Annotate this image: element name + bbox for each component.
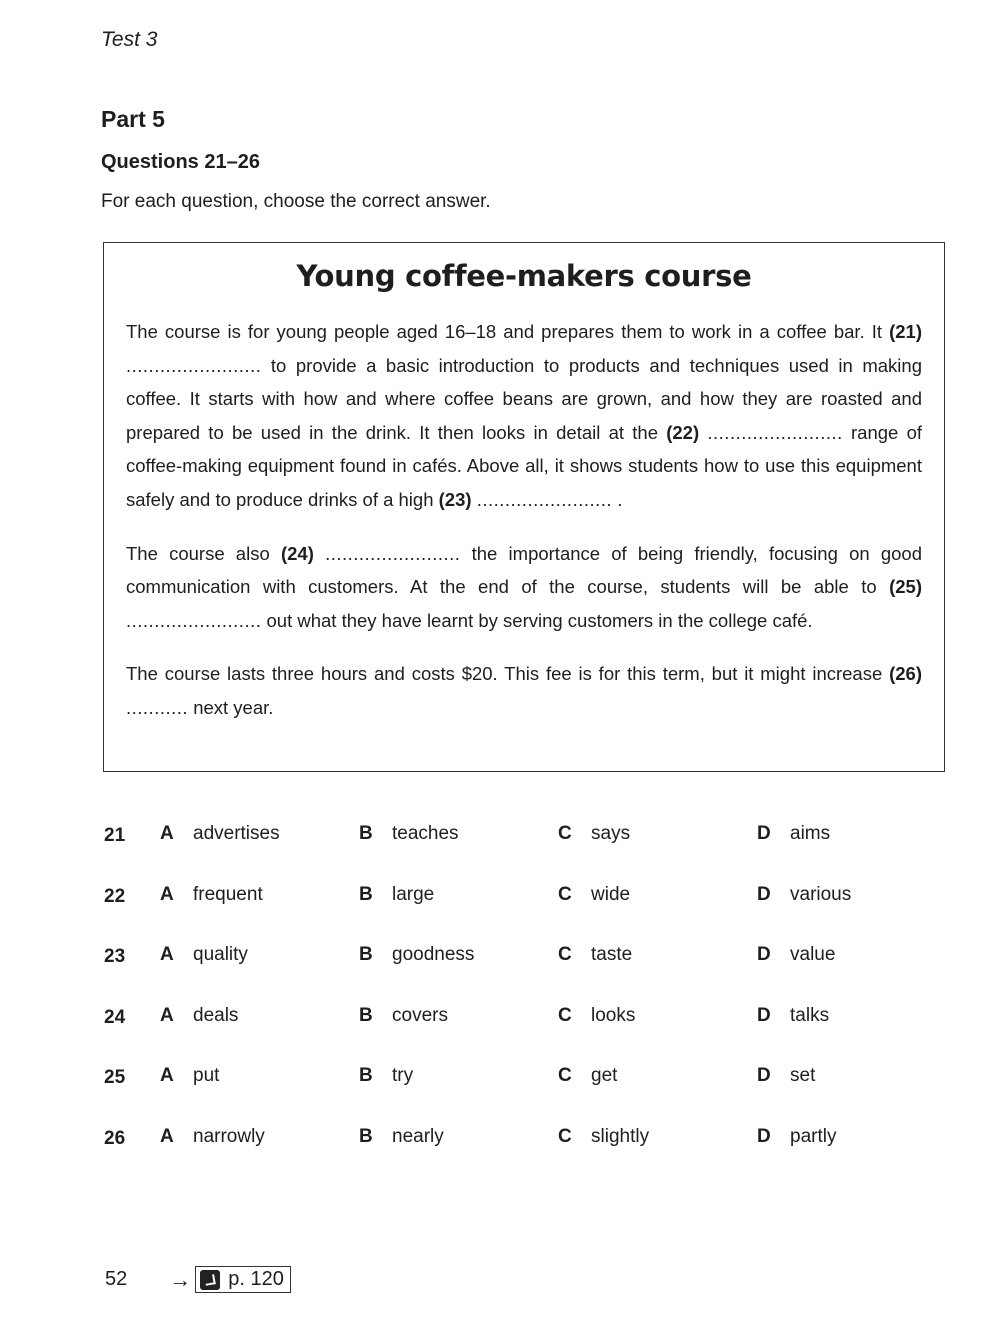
option-text: various [790, 883, 852, 905]
option-25-c[interactable] [558, 1065, 617, 1087]
option-21-d[interactable] [757, 823, 830, 845]
passage-box [103, 242, 945, 772]
gap-25-number: (25) [889, 576, 922, 598]
passage-paragraph-3 [126, 657, 922, 724]
option-text: goodness [392, 944, 475, 965]
gap-23-number: (23) [438, 488, 472, 510]
option-letter: A [160, 944, 174, 965]
option-text: covers [392, 1004, 448, 1026]
question-number: 26 [104, 1127, 126, 1149]
gap-24-blank: ........................ [325, 542, 461, 564]
option-26-b[interactable] [359, 1126, 444, 1148]
passage-paragraph-1 [126, 315, 922, 517]
option-text: frequent [193, 883, 263, 905]
option-25-a[interactable] [160, 1065, 219, 1087]
passage-text: The course is for young people aged 16–18 and prepares them to work in a coffee bar. It [126, 321, 883, 342]
option-text: get [591, 1065, 618, 1086]
question-number: 24 [104, 1006, 126, 1028]
option-letter: D [757, 1004, 771, 1026]
option-text: slightly [591, 1125, 650, 1147]
passage-text: the importance of being friendly, focusing on good communication with customers. At the end of the course, students will be able to [126, 542, 923, 598]
instruction-text: For each question, choose the correct answer. [101, 191, 491, 212]
option-letter: B [359, 1004, 373, 1026]
option-text: aims [790, 823, 831, 844]
option-23-b[interactable] [359, 944, 474, 966]
option-26-c[interactable] [558, 1126, 649, 1148]
option-letter: B [359, 1065, 373, 1086]
option-text: value [790, 944, 836, 965]
option-text: large [392, 883, 435, 905]
option-24-c[interactable] [558, 1005, 635, 1027]
passage-title: Young coffee-makers course [296, 259, 752, 293]
gap-21-number: (21) [889, 321, 922, 342]
option-letter: A [160, 1004, 174, 1026]
option-letter: C [558, 823, 572, 844]
option-letter: A [160, 1125, 174, 1147]
passage-text: next year. [193, 696, 274, 718]
option-letter: C [558, 1004, 572, 1026]
passage-text: range of coffee-making equipment found in cafés. Above all, it shows students how to use this equipment safely and to produce drinks of a high [126, 421, 922, 510]
option-letter: D [757, 1065, 771, 1086]
option-text: try [392, 1065, 414, 1086]
option-text: quality [193, 944, 248, 965]
option-text: put [193, 1065, 220, 1086]
page-reference-text: p. 120 [228, 1268, 284, 1290]
option-letter: C [558, 883, 572, 905]
page-reference-link[interactable] [195, 1266, 291, 1293]
option-text: taste [591, 944, 633, 965]
gap-24-number: (24) [280, 542, 314, 564]
passage-text: to provide a basic introduction to products and techniques used in making coffee. It starts with how and where coffee beans are grown, and how they are roasted and prepared to be used in the drink. It then looks in detail at the [126, 354, 922, 443]
option-letter: C [558, 1125, 572, 1147]
part-title: Part 5 [101, 106, 165, 132]
passage-text: The course also [126, 542, 270, 564]
passage-text: out what they have learnt by serving customers in the college café. [266, 609, 813, 631]
option-text: teaches [392, 823, 459, 844]
option-22-b[interactable] [359, 884, 434, 906]
test-label: Test 3 [101, 28, 158, 51]
question-number: 22 [104, 885, 126, 907]
option-letter: D [757, 883, 771, 905]
option-23-d[interactable] [757, 944, 835, 966]
option-letter: B [359, 883, 373, 905]
option-text: says [591, 823, 631, 844]
option-letter: A [160, 1065, 174, 1086]
pencil-box-icon [200, 1270, 220, 1290]
page-footer [105, 1266, 291, 1293]
option-22-c[interactable] [558, 884, 630, 906]
option-21-c[interactable] [558, 823, 630, 845]
option-21-a[interactable] [160, 823, 280, 845]
option-25-d[interactable] [757, 1065, 815, 1087]
option-text: partly [790, 1125, 837, 1147]
option-letter: B [359, 823, 373, 844]
option-letter: D [757, 823, 771, 844]
option-24-b[interactable] [359, 1005, 448, 1027]
option-text: nearly [392, 1125, 444, 1147]
option-21-b[interactable] [359, 823, 459, 845]
question-row-22 [104, 879, 904, 940]
option-25-b[interactable] [359, 1065, 413, 1087]
question-row-23 [104, 939, 904, 1000]
gap-22-blank: ........................ [707, 421, 843, 443]
gap-22-number: (22) [666, 421, 700, 443]
question-row-26 [104, 1121, 904, 1182]
option-text: looks [591, 1004, 636, 1026]
page-number: 52 [105, 1268, 128, 1290]
option-letter: B [359, 944, 373, 965]
gap-21-blank: ........................ [126, 354, 262, 376]
option-text: set [790, 1065, 816, 1086]
option-letter: C [558, 944, 572, 965]
gap-26-number: (26) [889, 663, 922, 685]
passage-paragraph-2 [126, 537, 922, 638]
question-row-24 [104, 1000, 904, 1061]
option-23-a[interactable] [160, 944, 248, 966]
option-26-d[interactable] [757, 1126, 836, 1148]
option-text: talks [790, 1004, 830, 1026]
option-22-d[interactable] [757, 884, 851, 906]
option-letter: B [359, 1125, 373, 1147]
option-letter: A [160, 823, 174, 844]
question-number: 23 [104, 946, 126, 967]
questions-title: Questions 21–26 [101, 151, 260, 173]
gap-25-blank: ........................ [126, 609, 262, 631]
option-22-a[interactable] [160, 884, 263, 906]
gap-26-blank: ........... [126, 696, 189, 718]
arrow-right-icon: → [169, 1266, 192, 1292]
option-letter: A [160, 883, 174, 905]
answer-options [104, 818, 904, 1181]
option-26-a[interactable] [160, 1126, 265, 1148]
option-letter: C [558, 1065, 572, 1086]
passage-text: The course lasts three hours and costs $20. This fee is for this term, but it might increase [126, 663, 883, 685]
question-number: 21 [104, 825, 126, 846]
question-row-21 [104, 818, 904, 879]
option-letter: D [757, 1125, 771, 1147]
option-24-a[interactable] [160, 1005, 238, 1027]
option-text: advertises [193, 823, 280, 844]
gap-23-blank: ........................ [476, 488, 613, 510]
option-23-c[interactable] [558, 944, 632, 966]
passage-text: . [617, 488, 623, 510]
question-row-25 [104, 1060, 904, 1121]
option-text: wide [591, 883, 631, 905]
option-text: deals [193, 1004, 239, 1026]
option-24-d[interactable] [757, 1005, 829, 1027]
option-text: narrowly [193, 1125, 265, 1147]
option-letter: D [757, 944, 771, 965]
question-number: 25 [104, 1067, 126, 1088]
